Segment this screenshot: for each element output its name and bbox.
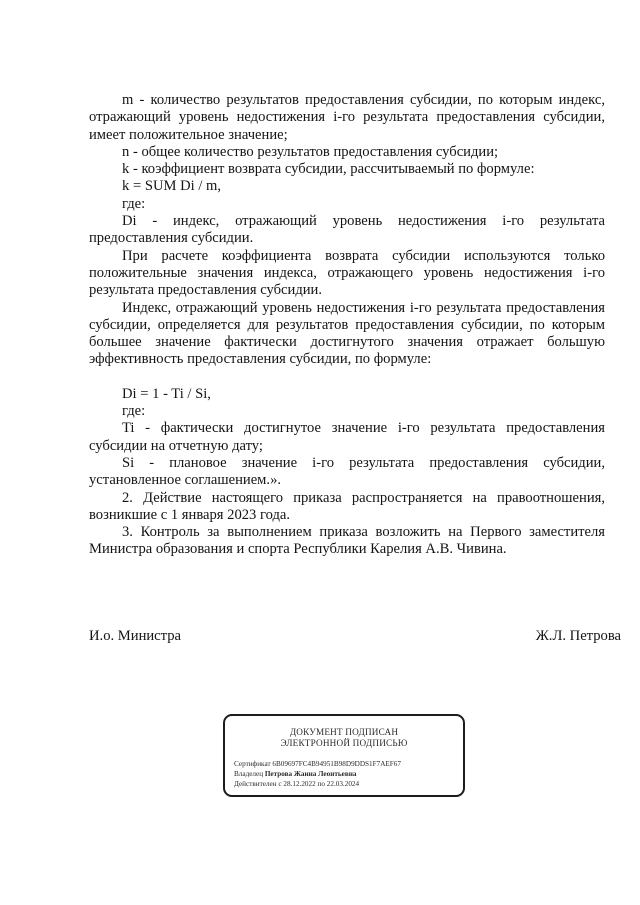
paragraph-di-definition: Di - индекс, отражающий уровень недостижения i-го результата предоставления субсидии. [89,213,605,247]
paragraph-index-rule: Индекс, отражающий уровень недостижения i-го результата предоставления субсидии, определяется для результатов предоставления субсидии, по которым большее значение фактически достигнутого значения отражает большую эффективность предоставления субсидии, по формуле: [89,299,605,368]
paragraph-m-definition: m - количество результатов предоставления субсидии, по которым индекс, отражающий уровень недостижения i-го результата предоставления субсидии, имеет положительное значение; [89,92,605,143]
stamp-certificate-label: Сертификат [234,760,271,768]
stamp-valid-from: 28.12.2022 [283,780,316,788]
stamp-owner-label: Владелец [234,770,264,778]
paragraph-k-definition: k - коэффициент возврата субсидии, рассчитываемый по формуле: [122,161,535,178]
stamp-valid-label: Действителен [234,780,277,788]
stamp-valid-from-prefix: с [278,780,282,788]
paragraph-positive-values: При расчете коэффициента возврата субсидии используются только положительные значения индекса, отражающего уровень недостижения i-го результата предоставления субсидии. [89,247,605,299]
where-label: где: [122,195,146,212]
paragraph-clause-2: 2. Действие настоящего приказа распространяется на правоотношения, возникшие с 1 января 2023 года. [89,489,605,523]
stamp-owner-value: Петрова Жанна Леонтьевна [264,770,357,778]
paragraph-clause-3: 3. Контроль за выполнением приказа возложить на Первого заместителя Министра образования и спорта Республики Карелия А.В. Чивина. [89,524,605,558]
document-body [89,92,605,559]
electronic-signature-stamp [223,714,465,797]
formula-k: k = SUM Di / m, [122,178,222,195]
signatory-name: Ж.Л. Петрова [535,628,621,644]
paragraph-ti-definition: Ti - фактически достигнутое значение i-го результата предоставления субсидии на отчетную дату; [89,420,605,454]
stamp-certificate-value: 6B09697FC4B94951B98D9DDS1F7AEF67 [272,760,401,768]
where-label-2: где: [122,403,146,420]
signatory-role: И.о. Министра [89,628,181,644]
stamp-certificate-line [234,759,401,769]
paragraph-n-definition: n - общее количество результатов предоставления субсидии; [122,143,499,160]
formula-di: Di = 1 - Ti / Si, [122,385,211,402]
stamp-valid-to-prefix: по [317,780,325,788]
stamp-owner-line [234,769,401,779]
stamp-valid-line [234,779,401,789]
stamp-title [225,727,463,749]
stamp-details [234,759,401,789]
stamp-title-line2: ЭЛЕКТРОННОЙ ПОДПИСЬЮ [280,738,408,748]
stamp-valid-to: 22.03.2024 [326,780,360,788]
stamp-title-line1: ДОКУМЕНТ ПОДПИСАН [289,727,399,737]
paragraph-si-definition: Si - плановое значение i-го результата предоставления субсидии, установленное соглашением.». [89,454,605,489]
